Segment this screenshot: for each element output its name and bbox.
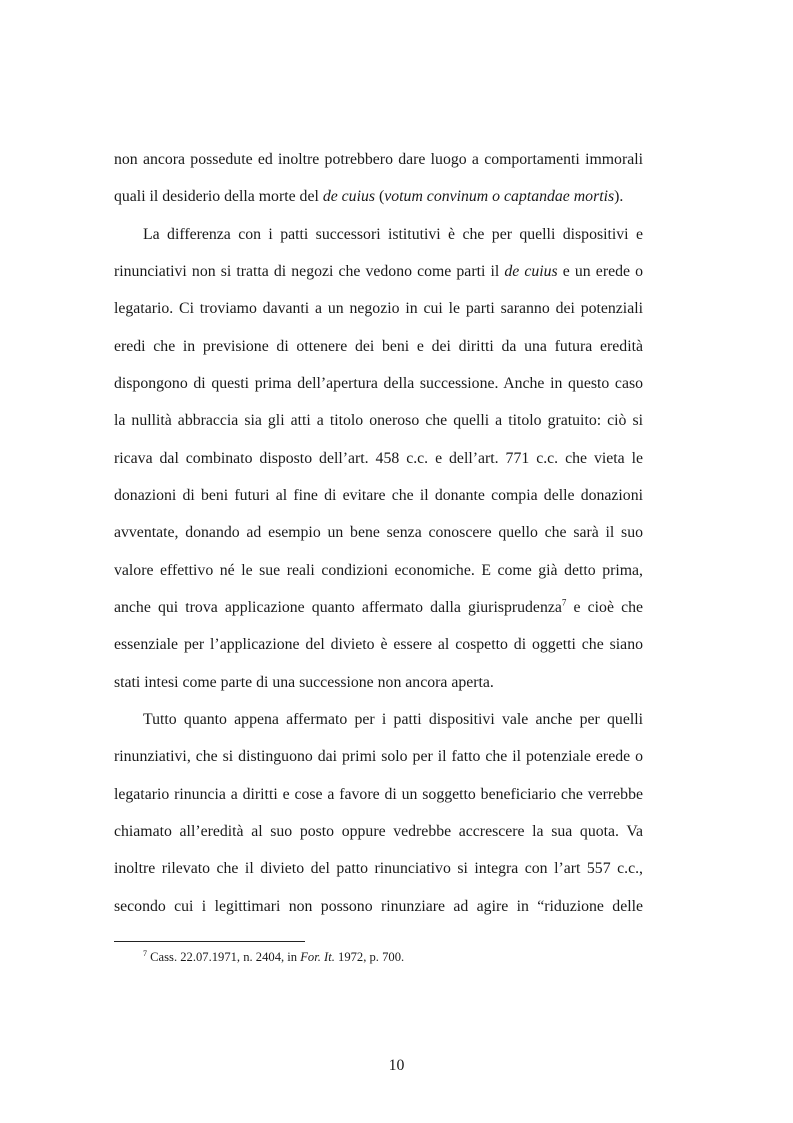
text: e cioè che [566, 599, 644, 616]
body-line [114, 374, 643, 394]
text: ). [614, 188, 624, 205]
footnote-divider [114, 941, 305, 942]
body-line [114, 747, 643, 767]
body-line [114, 785, 643, 805]
italic-text: For. It. [300, 950, 335, 964]
body-line [114, 411, 643, 431]
page-number: 10 [388, 1057, 405, 1074]
paragraph-first-line [143, 710, 643, 730]
text: Cass. 22.07.1971, n. 2404, in [147, 950, 301, 964]
text: legatario. Ci troviamo davanti a un negozio in cui le parti saranno dei potenziali [114, 300, 643, 317]
text: rinunziativi, che si distinguono dai primi solo per il fatto che il potenziale erede o [114, 748, 643, 765]
text: ( [375, 188, 385, 205]
body-line [114, 673, 643, 693]
text: non ancora possedute ed inoltre potrebbero dare luogo a comportamenti immorali [114, 151, 643, 168]
text: valore effettivo né le sue reali condizioni economiche. E come già detto prima, [114, 562, 643, 579]
body-line [114, 897, 643, 917]
body-line [114, 561, 643, 581]
body-line [114, 337, 643, 357]
body-line [114, 859, 643, 879]
footnote [143, 949, 404, 965]
text: anche qui trova applicazione quanto affermato dalla giurisprudenza [114, 599, 562, 616]
text: ricava dal combinato disposto dell’art. 458 c.c. e dell’art. 771 c.c. che vieta le [114, 450, 643, 467]
text: La differenza con i patti successori istitutivi è che per quelli dispositivi e [143, 226, 643, 243]
text: quali il desiderio della morte del [114, 188, 323, 205]
body-line [114, 486, 643, 506]
paragraph-first-line [143, 225, 643, 245]
text: chiamato all’eredità al suo posto oppure vedrebbe accrescere la sua quota. Va [114, 823, 643, 840]
text: Tutto quanto appena affermato per i patti dispositivi vale anche per quelli [143, 711, 643, 728]
text: stati intesi come parte di una successione non ancora aperta. [114, 674, 494, 691]
text: essenziale per l’applicazione del divieto è essere al cospetto di oggetti che siano [114, 636, 643, 653]
text: 1972, p. 700. [334, 950, 405, 964]
text: donazioni di beni futuri al fine di evitare che il donante compia delle donazioni [114, 487, 643, 504]
body-line [114, 299, 643, 319]
italic-text: de cuius [504, 263, 558, 280]
footnote-number: 7 [143, 948, 147, 958]
text: dispongono di questi prima dell’apertura della successione. Anche in questo caso [114, 375, 643, 392]
body-line [114, 523, 643, 543]
footnote-reference[interactable]: 7 [561, 597, 567, 608]
text: secondo cui i legittimari non possono rinunziare ad agire in “riduzione delle [114, 898, 643, 915]
body-line [114, 822, 643, 842]
body-line [114, 262, 643, 282]
italic-text: votum convinum o captandae mortis [384, 188, 615, 205]
body-line [114, 150, 643, 170]
italic-text: de cuius [322, 188, 376, 205]
body-line [114, 449, 643, 469]
text: avventate, donando ad esempio un bene senza conoscere quello che sarà il suo [114, 524, 643, 541]
text: rinunciativi non si tratta di negozi che vedono come parti il [114, 263, 505, 280]
body-line [114, 598, 643, 618]
text: la nullità abbraccia sia gli atti a titolo oneroso che quelli a titolo gratuito: ciò si [114, 412, 643, 429]
text: legatario rinuncia a diritti e cose a favore di un soggetto beneficiario che verrebbe [114, 786, 643, 803]
text: e un erede o [557, 263, 643, 280]
text: inoltre rilevato che il divieto del patto rinunciativo si integra con l’art 557 c.c., [114, 860, 643, 877]
body-line [114, 187, 643, 207]
body-line [114, 635, 643, 655]
text: eredi che in previsione di ottenere dei beni e dei diritti da una futura eredità [114, 338, 643, 355]
